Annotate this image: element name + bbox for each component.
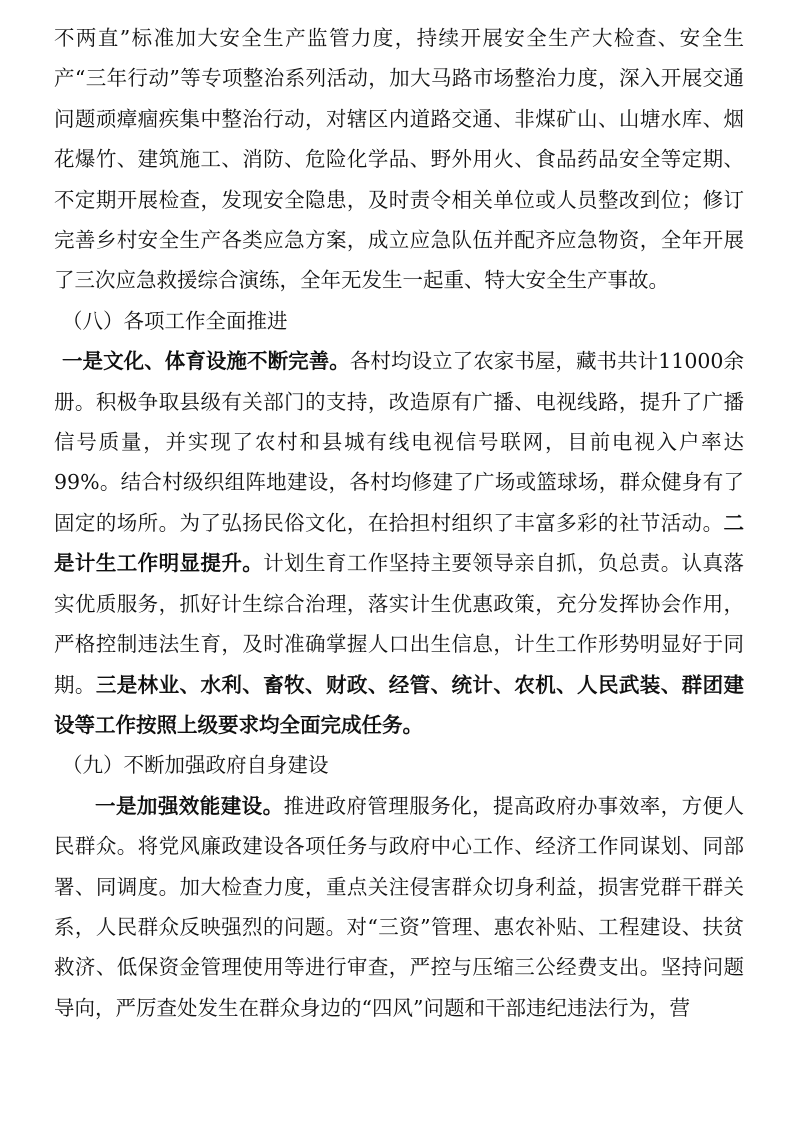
section-9-paragraph: [54, 786, 744, 1028]
section-9-text-1: 推进政府管理服务化，提高政府办事效率，方便人民群众。将党风廉政建设各项任务与政府中心工作、经济工作同谋划、同部署、同调度。加大检查力度，重点关注侵害群众切身利益，损害党群干群关系，人民群众反映强烈的问题。对“三资”管理、惠农补贴、工程建设、扶贫救济、低保资金管理使用等进行审查，严控与压缩三公经费支出。坚持问题导向，严厉查处发生在群众身边的“四风”问题和干部违纪违法行为，营: [54, 793, 745, 1020]
section-heading-9: （九）不断加强政府自身建设: [62, 753, 329, 778]
paragraph-safety-production: 不两直”标准加大安全生产监管力度，持续开展安全生产大检查、安全生产“三年行动”等专项整治系列活动，加大马路市场整治力度，深入开展交通问题顽瘴痼疾集中整治行动，对辖区内道路交通、非煤矿山、山塘水库、烟花爆竹、建筑施工、消防、危险化学品、野外用火、食品药品安全等定期、不定期开展检查，发现安全隐患，及时责令相关单位或人员整改到位；修订完善乡村安全生产各类应急方案，成立应急队伍并配齐应急物资，全年开展了三次应急救援综合演练，全年无发生一起重、特大安全生产事故。: [54, 26, 744, 293]
section-8-lead-1: 一是文化、体育设施不断完善。: [62, 349, 350, 374]
document-body: [54, 18, 744, 1028]
section-8-lead-2: 二是计生工作明显提升。: [54, 510, 744, 576]
section-8-text-2: 计划生育工作坚持主要领导亲自抓，负总责。认真落实优质服务，抓好计生综合治理，落实计生优惠政策，充分发挥协会作用，严格控制违法生育，及时准确掌握人口出生信息，计生工作形势明显好于同期。: [54, 551, 744, 697]
section-8-lead-3: 三是林业、水利、畜牧、财政、经管、统计、农机、人民武装、群团建设等工作按照上级要求均全面完成任务。: [54, 672, 744, 737]
section-heading-8: （八）各项工作全面推进: [62, 308, 288, 333]
section-9-lead-1: 一是加强效能建设。: [95, 793, 284, 818]
section-8-text-1: 各村均设立了农家书屋，藏书共计11000余册。积极争取县级有关部门的支持，改造原有广播、电视线路，提升了广播信号质量，并实现了农村和县城有线电视信号联网，目前电视入户率达99%。结合村级织组阵地建设，各村均修建了广场或篮球场，群众健身有了固定的场所。为了弘扬民俗文化，在拾担村组织了丰富多彩的社节活动。: [54, 349, 745, 535]
section-8-paragraph: [54, 341, 744, 745]
